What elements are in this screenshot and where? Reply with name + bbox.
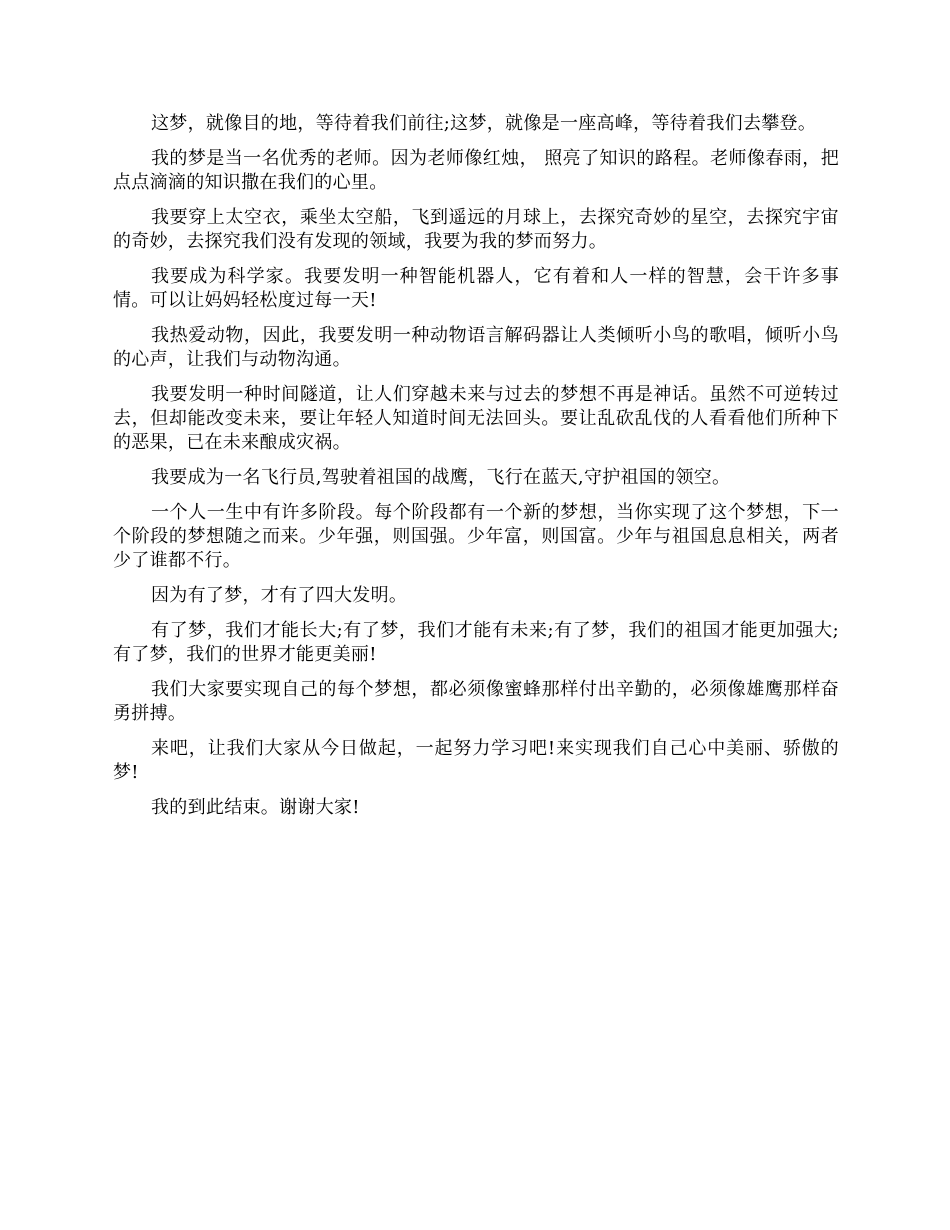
paragraph: 我要成为科学家。我要发明一种智能机器人，它有着和人一样的智慧，会干许多事情。可以让妈妈轻松度过每一天! [113, 266, 839, 311]
paragraph: 我要穿上太空衣，乘坐太空船，飞到遥远的月球上，去探究奇妙的星空，去探究宇宙的奇妙，去探究我们没有发现的领域，我要为我的梦而努力。 [113, 207, 839, 252]
paragraph: 我热爱动物，因此，我要发明一种动物语言解码器让人类倾听小鸟的歌唱，倾听小鸟的心声，让我们与动物沟通。 [113, 325, 839, 370]
paragraph: 我要成为一名飞行员,驾驶着祖国的战鹰，飞行在蓝天,守护祖国的领空。 [151, 467, 731, 488]
paragraph: 一个人一生中有许多阶段。每个阶段都有一个新的梦想，当你实现了这个梦想，下一个阶段的梦想随之而来。少年强，则国强。少年富，则国富。少年与祖国息息相关，两者少了谁都不行。 [113, 502, 839, 571]
paragraph: 来吧，让我们大家从今日做起，一起努力学习吧!来实现我们自己心中美丽、骄傲的梦! [113, 738, 839, 783]
paragraph: 因为有了梦，才有了四大发明。 [151, 585, 408, 606]
paragraph: 我要发明一种时间隧道，让人们穿越未来与过去的梦想不再是神话。虽然不可逆转过去，但却能改变未来，要让年轻人知道时间无法回头。要让乱砍乱伐的人看看他们所种下的恶果，已在未来酿成灾祸。 [113, 384, 839, 453]
paragraph: 我的梦是当一名优秀的老师。因为老师像红烛， 照亮了知识的路程。老师像春雨，把点点滴滴的知识撒在我们的心里。 [113, 148, 839, 193]
paragraph: 我们大家要实现自己的每个梦想，都必须像蜜蜂那样付出辛勤的，必须像雄鹰那样奋勇拼搏。 [113, 679, 839, 724]
document-body [113, 112, 839, 831]
paragraph: 有了梦，我们才能长大;有了梦，我们才能有未来;有了梦，我们的祖国才能更加强大;有了梦，我们的世界才能更美丽! [113, 620, 839, 665]
paragraph: 我的到此结束。谢谢大家! [151, 797, 360, 818]
paragraph: 这梦，就像目的地，等待着我们前往;这梦，就像是一座高峰，等待着我们去攀登。 [151, 113, 817, 134]
